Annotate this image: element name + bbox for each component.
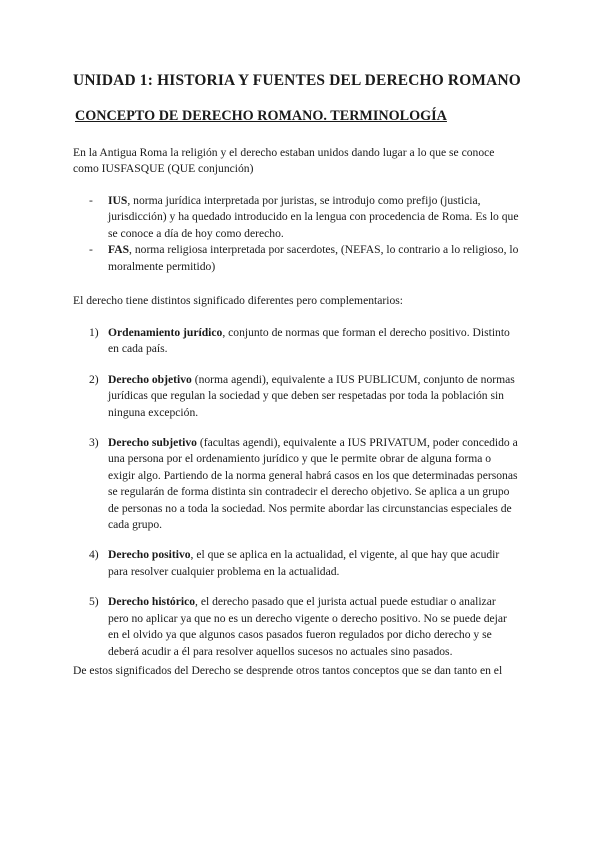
term-description: (facultas agendi), equivalente a IUS PRIVATUM, poder concedido a una persona por el ordenamiento jurídico y que le permite obrar de alguna forma o exigir algo. Partiendo de la norma general habrá casos en los que determinadas personas se regularán de forma distinta sin contradecir el derecho objetivo. Se aplica a un grupo de personas no a toda la sociedad. Nos permite abordar las circunstancias especiales de cada grupo. <box>108 436 518 532</box>
term-description: , el derecho pasado que el jurista actual puede estudiar o analizar pero no aplicar ya que no es un derecho vigente o derecho positivo. No se puede dejar en el olvido ya que algunos casos pasados fueron regulados por dicho derecho y se deberá acudir a él para resolver aquellos sucesos no actuales sino pasados. <box>108 595 507 658</box>
page-title: UNIDAD 1: HISTORIA Y FUENTES DEL DERECHO ROMANO <box>73 72 521 89</box>
term-description: (norma agendi), equivalente a IUS PUBLICUM, conjunto de normas jurídicas que regulan la sociedad y que deben ser respetadas por toda la población sin ninguna excepción. <box>108 372 515 419</box>
closing-paragraph: De estos significados del Derecho se desprende otros tantos conceptos que se dan tanto en el <box>73 664 503 677</box>
term-description: , norma jurídica interpretada por juristas, se introdujo como prefijo (justicia, jurisdicción) y ha quedado introducido en la lengua con procedencia de Roma. Es lo que se conoce a día de hoy como derecho. <box>108 194 519 240</box>
item-number: 5) <box>89 595 99 609</box>
list-item <box>89 594 519 660</box>
list-item <box>89 193 519 242</box>
term-label: FAS <box>108 243 130 257</box>
term-label: IUS <box>108 194 128 207</box>
item-number: 4) <box>89 548 99 562</box>
list-item <box>89 325 519 358</box>
list-item <box>89 372 519 421</box>
term-label: Ordenamiento jurídico <box>108 326 223 339</box>
lead-paragraph: El derecho tiene distintos significado diferentes pero complementarios: <box>73 294 403 307</box>
meanings-list <box>89 325 519 674</box>
list-item <box>89 547 519 580</box>
term-description: , el que se aplica en la actualidad, el vigente, al que hay que acudir para resolver cualquier problema en la actualidad. <box>108 548 500 578</box>
terms-list <box>89 193 519 275</box>
item-number: 3) <box>89 436 99 450</box>
section-heading: CONCEPTO DE DERECHO ROMANO. TERMINOLOGÍA <box>75 108 447 124</box>
intro-paragraph: En la Antigua Roma la religión y el derecho estaban unidos dando lugar a lo que se conoce como IUSFASQUE (QUE conjunción) <box>73 146 495 176</box>
term-label: Derecho positivo <box>108 548 191 562</box>
term-label: Derecho objetivo <box>108 372 192 386</box>
term-description: , conjunto de normas que forman el derecho positivo. Distinto en cada país. <box>108 326 510 356</box>
term-description: , norma religiosa interpretada por sacerdotes, (NEFAS, lo contrario a lo religioso, lo moralmente permitido) <box>108 243 519 273</box>
item-number: 2) <box>89 372 99 386</box>
list-item <box>89 242 519 275</box>
term-label: Derecho histórico <box>108 595 196 609</box>
term-label: Derecho subjetivo <box>108 436 197 450</box>
list-item <box>89 435 519 533</box>
item-number: 1) <box>89 326 99 339</box>
